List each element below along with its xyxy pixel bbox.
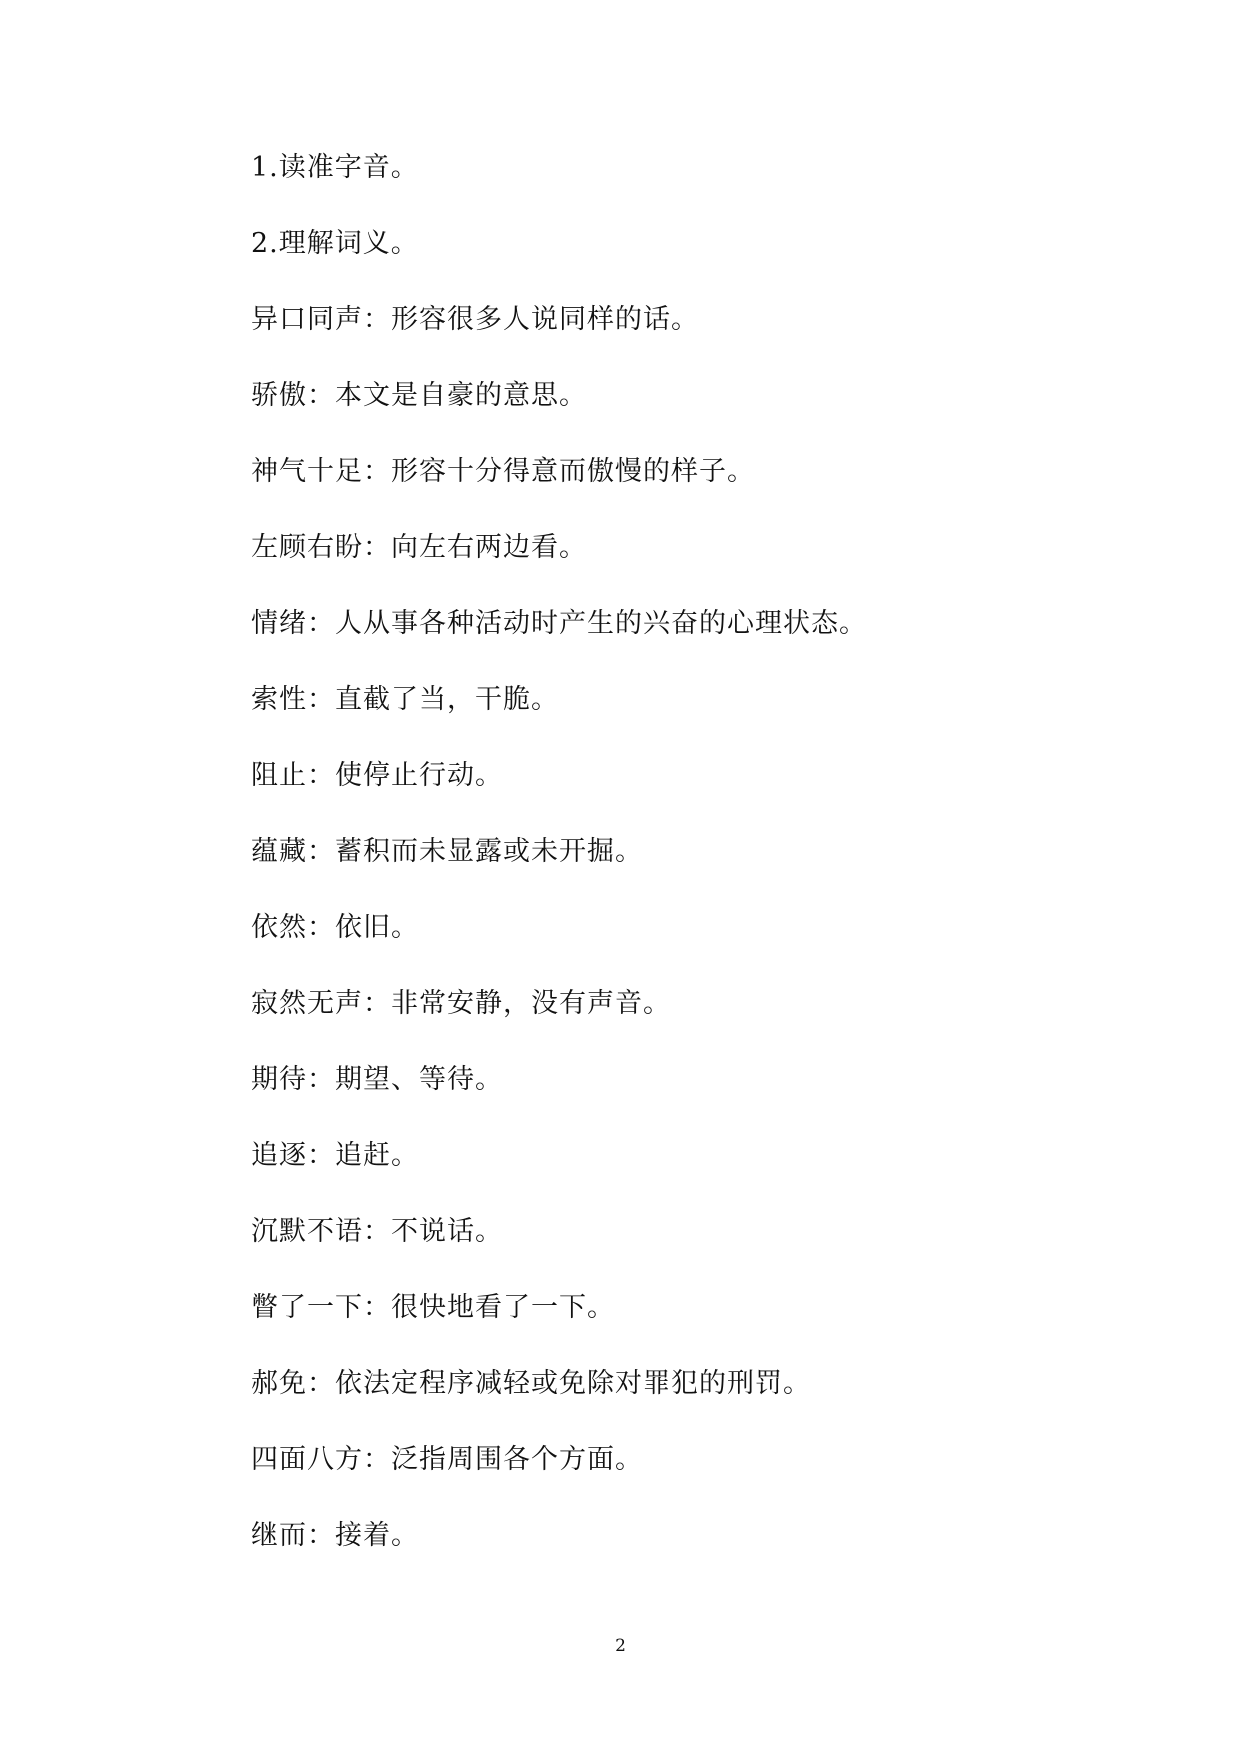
vocab-entry: 寂然无声：非常安静，没有声音。 xyxy=(251,988,671,1019)
vocab-entry: 郝免：依法定程序减轻或免除对罪犯的刑罚。 xyxy=(251,1368,811,1399)
document-body xyxy=(251,146,1131,1590)
vocab-entry: 四面八方：泛指周围各个方面。 xyxy=(251,1444,643,1475)
vocab-entry: 追逐：追赶。 xyxy=(251,1140,419,1171)
vocab-entry: 阻止：使停止行动。 xyxy=(251,760,503,791)
section-heading-vocabulary: 2.理解词义。 xyxy=(251,228,419,259)
vocab-entry: 瞥了一下：很快地看了一下。 xyxy=(251,1292,615,1323)
vocab-entry: 情绪：人从事各种活动时产生的兴奋的心理状态。 xyxy=(251,608,867,639)
vocab-entry: 神气十足：形容十分得意而傲慢的样子。 xyxy=(251,456,755,487)
vocab-entry: 索性：直截了当，干脆。 xyxy=(251,684,559,715)
vocab-entry: 蕴藏：蓄积而未显露或未开掘。 xyxy=(251,836,643,867)
page-number: 2 xyxy=(615,1636,626,1656)
vocab-entry: 异口同声：形容很多人说同样的话。 xyxy=(251,304,699,335)
section-heading-pronunciation: 1.读准字音。 xyxy=(251,152,419,183)
vocab-entry: 继而：接着。 xyxy=(251,1520,419,1551)
vocab-entry: 依然：依旧。 xyxy=(251,912,419,943)
vocab-entry: 期待：期望、等待。 xyxy=(251,1064,503,1095)
vocab-entry: 左顾右盼：向左右两边看。 xyxy=(251,532,587,563)
vocab-entry: 骄傲：本文是自豪的意思。 xyxy=(251,380,587,411)
vocab-entry: 沉默不语：不说话。 xyxy=(251,1216,503,1247)
